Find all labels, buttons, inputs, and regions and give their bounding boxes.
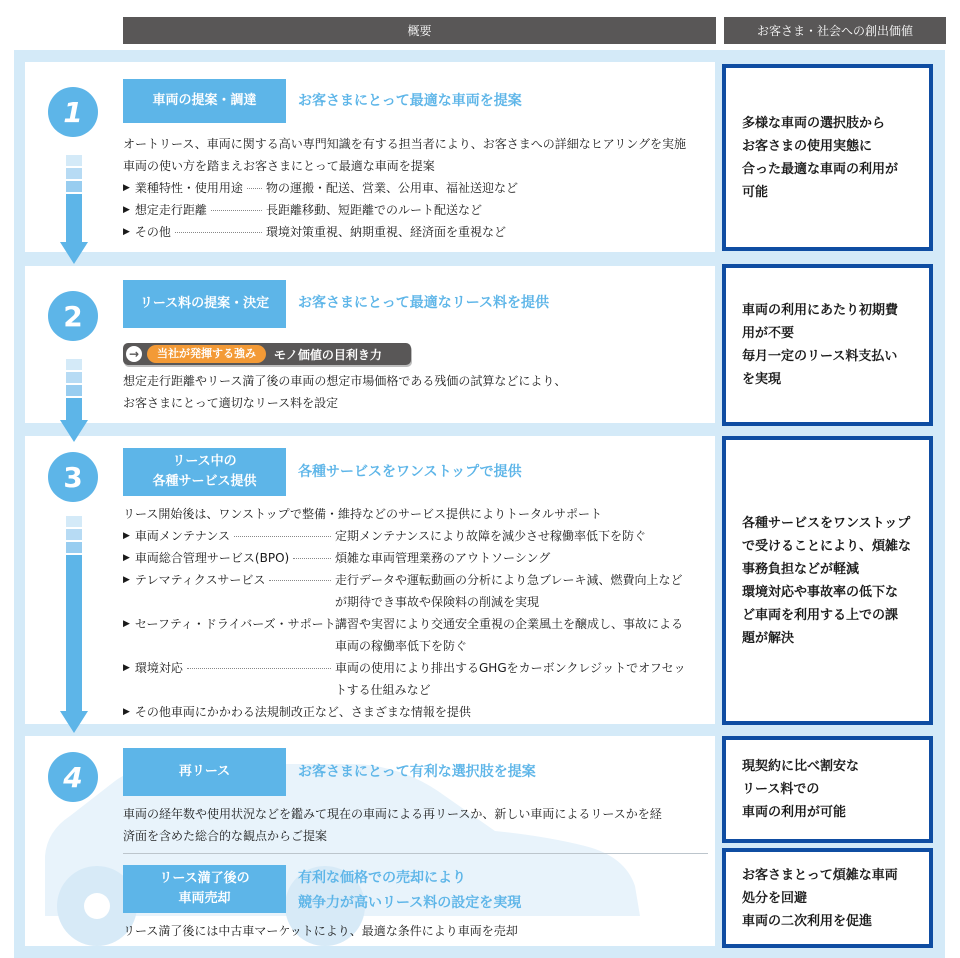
step-3-item: ▶ 車両総合管理サービス(BPO) 煩雑な車両管理業務のアウトソーシング <box>123 547 686 569</box>
step-2-tag: リース料の提案・決定 <box>123 280 286 328</box>
step-2-card <box>25 266 715 423</box>
step-number-2: 2 <box>48 291 98 341</box>
triangle-bullet-icon: ▶ <box>123 619 130 629</box>
step-3-item: ▶ 車両メンテナンス 定期メンテナンスにより故障を減少させ稼働率低下を防ぐ <box>123 525 686 547</box>
step-3-item: ▶ セーフティ・ドライバーズ・サポート 講習や実習により交通安全重視の企業風土を醸成し、事故による 車両の稼働率低下を防ぐ <box>123 613 686 657</box>
section-divider <box>123 853 708 854</box>
step-number-1: 1 <box>48 87 98 137</box>
step-3-item: ▶ テレマティクスサービス 走行データや運転動画の分析により急ブレーキ減、燃費向上など が期待でき事故や保険料の削減を実現 <box>123 569 686 613</box>
step-1-intro-line: 車両の使い方を踏まえお客さまにとって最適な車両を提案 <box>123 159 435 173</box>
triangle-bullet-icon: ▶ <box>123 227 130 237</box>
step-3-card <box>25 436 715 724</box>
flow-arrow-icon <box>66 359 82 442</box>
step-1-body <box>123 133 686 243</box>
triangle-bullet-icon: ▶ <box>123 707 130 717</box>
step-2-body: 想定走行距離やリース満了後の車両の想定市場価格である残価の試算などにより、 お客さまにとって適切なリース料を設定 <box>123 374 567 410</box>
triangle-bullet-icon: ▶ <box>123 575 130 585</box>
triangle-bullet-icon: ▶ <box>123 183 130 193</box>
column-header-value-created: お客さま・社会への創出価値 <box>724 17 946 44</box>
step-4-value-box: 現契約に比べ割安な リース料での 車両の利用が可能 <box>722 736 933 843</box>
step-4-sub-body: リース満了後には中古車マーケットにより、最適な条件により車両を売却 <box>123 924 518 938</box>
step-1-value-box: 多様な車両の選択肢から お客さまの使用実態に 合った最適な車両の利用が 可能 <box>722 64 933 251</box>
triangle-bullet-icon: ▶ <box>123 663 130 673</box>
step-4-tag: 再リース <box>123 748 286 796</box>
step-2-tagline: お客さまにとって最適なリース料を提供 <box>298 295 550 311</box>
arrow-right-circle-icon: → <box>126 346 142 362</box>
flow-arrow-icon <box>66 155 82 264</box>
step-number-3: 3 <box>48 452 98 502</box>
step-4-tagline: お客さまにとって有利な選択肢を提案 <box>298 764 536 780</box>
strength-label: モノ価値の目利き力 <box>274 347 382 362</box>
step-1-item: ▶ 想定走行距離 長距離移動、短距離でのルート配送など <box>123 199 686 221</box>
strength-pill: 当社が発揮する強み <box>147 345 266 363</box>
step-1-tagline: お客さまにとって最適な車両を提案 <box>298 93 522 109</box>
step-1-item: ▶ 業種特性・使用用途 物の運搬・配送、営業、公用車、福祉送迎など <box>123 177 686 199</box>
step-3-tagline: 各種サービスをワンストップで提供 <box>298 464 522 480</box>
step-1-item: ▶ その他 環境対策重視、納期重視、経済面を重視など <box>123 221 686 243</box>
flow-arrow-icon <box>66 516 82 733</box>
triangle-bullet-icon: ▶ <box>123 205 130 215</box>
triangle-bullet-icon: ▶ <box>123 553 130 563</box>
step-3-value-box: 各種サービスをワンストップ で受けることにより、煩雑な 事務負担などが軽減 環境対応や事故率の低下な ど車両を利用する上での課 題が解決 <box>722 436 933 725</box>
step-4-body: 車両の経年数や使用状況などを鑑みて現在の車両による再リースか、新しい車両によるリースかを経 済面を含めた総合的な観点からご提案 <box>123 807 662 843</box>
triangle-bullet-icon: ▶ <box>123 531 130 541</box>
step-3-footer-item: ▶ その他車両にかかわる法規制改正など、さまざまな情報を提供 <box>123 701 686 723</box>
step-2-value-box: 車両の利用にあたり初期費 用が不要 毎月一定のリース料支払い を実現 <box>722 264 933 426</box>
step-4-card <box>25 736 715 946</box>
step-1-tag: 車両の提案・調達 <box>123 79 286 123</box>
step-3-tag: リース中の 各種サービス提供 <box>123 448 286 496</box>
step-4-sub-tagline: 有利な価格での売却により 競争力が高いリース料の設定を実現 <box>298 870 522 911</box>
step-4-sub-value-box: お客さまとって煩雑な車両 処分を回避 車両の二次利用を促進 <box>722 848 933 948</box>
step-4-sub-tag: リース満了後の 車両売却 <box>123 865 286 913</box>
step-1-card <box>25 62 715 252</box>
strength-badge <box>123 343 411 365</box>
step-3-body: リース開始後は、ワンストップで整備・維持などのサービス提供によりトータルサポート ▶ 車両メンテナンス 定期メンテナンスにより故障を減少させ稼働率低下を防ぐ ▶ 車両総合管理サービス(BPO) 煩雑な車両管理業務のアウトソーシング ▶ テレマティクスサービス 走行データや運転動画の分析により急ブレーキ減、燃費向上など が期待でき事故や保険料の削減を実現 ▶ セーフティ・ドライバーズ・サポート 講習や実習により交通安全重視の企業風土を醸成し、事故による 車両の稼働率低下を防ぐ ▶ 環境対応 車両の使用により排出するGHGをカーボンクレジットでオフセッ トする仕組みなど ▶ その他車両にかかわる法規制改正など、さまざまな情報を提供 <box>123 503 686 723</box>
column-header-overview: 概要 <box>123 17 716 44</box>
step-1-intro-line: オートリース、車両に関する高い専門知識を有する担当者により、お客さまへの詳細なヒアリングを実施 <box>123 137 687 151</box>
step-3-item: ▶ 環境対応 車両の使用により排出するGHGをカーボンクレジットでオフセッ トする仕組みなど <box>123 657 686 701</box>
step-number-4: 4 <box>48 752 98 802</box>
